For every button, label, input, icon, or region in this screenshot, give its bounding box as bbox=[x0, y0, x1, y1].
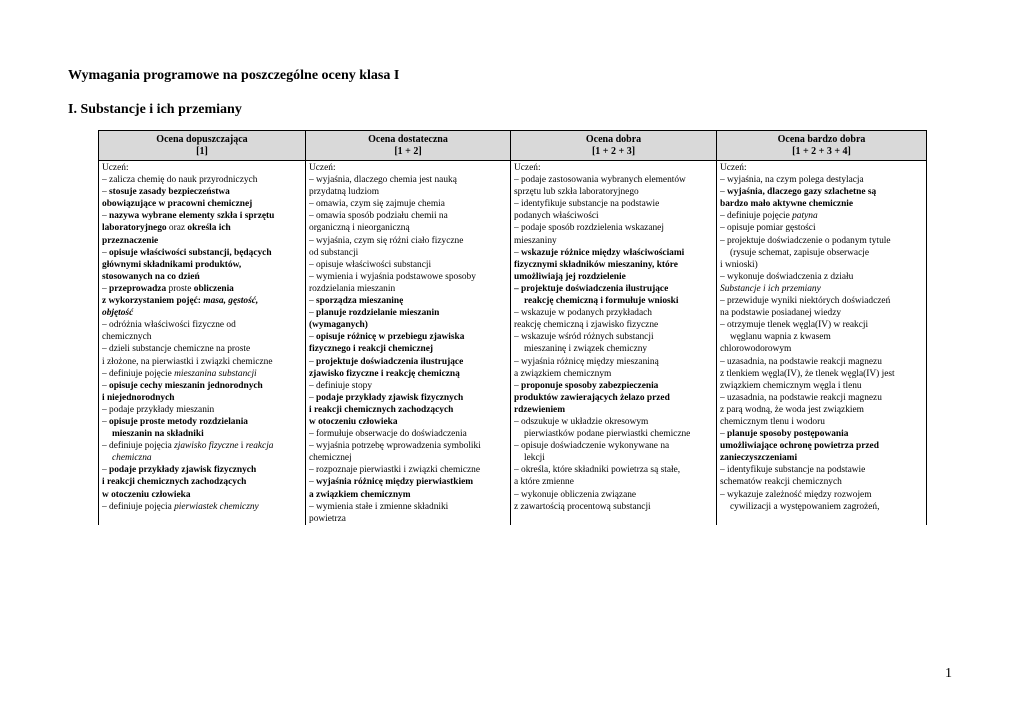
table-header-row bbox=[99, 131, 927, 161]
requirement-line bbox=[102, 428, 302, 440]
requirement-text: masa, gęstość, bbox=[203, 296, 259, 307]
table-row bbox=[99, 161, 927, 525]
requirement-line bbox=[309, 489, 507, 501]
requirement-text: – omawia, czym się zajmuje chemia bbox=[309, 199, 445, 210]
requirement-text: – wskazuje w podanych przykładach bbox=[514, 308, 652, 319]
requirement-text: z tlenkiem węgla(IV), że tlenek węgla(IV) jest bbox=[720, 368, 895, 379]
requirement-text: – uzasadnia, na podstawie reakcji magnezu bbox=[720, 356, 882, 367]
requirement-line bbox=[720, 283, 923, 295]
requirement-line bbox=[309, 259, 507, 271]
page-number: 1 bbox=[945, 666, 952, 681]
requirement-text: w otoczeniu człowieka bbox=[309, 416, 398, 427]
requirement-line bbox=[720, 380, 923, 392]
requirement-line bbox=[720, 186, 923, 198]
grade-code: [1 + 2 + 3] bbox=[591, 145, 636, 157]
requirement-text: – projektuje doświadczenia ilustrujące bbox=[514, 283, 669, 294]
requirement-line bbox=[720, 489, 923, 501]
requirement-line bbox=[102, 489, 302, 501]
requirement-text: mieszaninę i związek chemiczny bbox=[524, 344, 648, 355]
requirement-text: stosuje zasady bezpieczeństwa bbox=[109, 187, 230, 198]
requirement-text: związkiem chemicznym węgla i tlenu bbox=[720, 380, 862, 391]
requirement-line bbox=[102, 319, 302, 331]
requirement-text: – rozpoznaje pierwiastki i związki chemiczne bbox=[309, 465, 481, 476]
requirement-line bbox=[309, 392, 507, 404]
requirement-text: – definiuje pojęcia bbox=[102, 501, 175, 512]
requirement-text: – otrzymuje tlenek węgla(IV) w reakcji bbox=[720, 320, 869, 331]
requirement-line bbox=[514, 368, 713, 380]
requirement-text: zanieczyszczeniami bbox=[720, 453, 798, 464]
requirement-line bbox=[102, 368, 302, 380]
requirement-line bbox=[720, 501, 923, 513]
requirement-text: – uzasadnia, na podstawie reakcji magnezu bbox=[720, 392, 882, 403]
requirement-text: – podaje przykłady mieszanin bbox=[102, 404, 215, 415]
requirement-text: – bbox=[309, 356, 317, 367]
requirement-line bbox=[309, 222, 507, 234]
requirement-line bbox=[102, 380, 302, 392]
requirement-text: – zalicza chemię do nauk przyrodniczych bbox=[102, 175, 258, 186]
requirement-line bbox=[309, 162, 507, 174]
requirement-text: – opisuje pomiar gęstości bbox=[720, 223, 816, 234]
requirement-text: i złożone, na pierwiastki i związki chemiczne bbox=[102, 356, 273, 367]
requirement-text: Uczeń: bbox=[309, 163, 336, 173]
requirement-line bbox=[309, 343, 507, 355]
requirement-line bbox=[309, 235, 507, 247]
requirement-line bbox=[102, 476, 302, 488]
requirement-text: patyna bbox=[792, 211, 818, 222]
requirement-line bbox=[720, 356, 923, 368]
requirement-text: od substancji bbox=[309, 247, 359, 258]
requirement-text: – bbox=[720, 429, 728, 440]
requirement-text: na podstawie posiadanej wiedzy bbox=[720, 308, 842, 319]
requirement-text: – odszukuje w układzie okresowym bbox=[514, 416, 649, 427]
requirement-text: – wykonuje doświadczenia z działu bbox=[720, 271, 854, 282]
requirement-text: – definiuje stopy bbox=[309, 380, 373, 391]
requirement-text: – definiuje pojęcia bbox=[102, 441, 175, 452]
requirement-line bbox=[102, 501, 302, 513]
requirement-text: – identyfikuje substancje na podstawie bbox=[720, 465, 866, 476]
requirement-line bbox=[102, 283, 302, 295]
requirement-line bbox=[309, 307, 507, 319]
requirement-line bbox=[514, 247, 713, 259]
requirement-line bbox=[514, 452, 713, 464]
requirement-text: a związkiem chemicznym bbox=[514, 368, 612, 379]
requirement-text: – definiuje pojęcie bbox=[720, 211, 793, 222]
requirement-text: – projektuje doświadczenie o podanym tytule bbox=[720, 235, 891, 246]
requirement-line bbox=[309, 331, 507, 343]
requirement-text: – bbox=[720, 187, 728, 198]
requirement-line bbox=[514, 307, 713, 319]
requirement-text: organiczną i nieorganiczną bbox=[309, 223, 410, 234]
requirement-text: – bbox=[102, 211, 110, 222]
requirement-line bbox=[514, 489, 713, 501]
column-header-grade-2 bbox=[306, 131, 511, 161]
requirement-text: – bbox=[309, 296, 317, 307]
requirement-text: chemicznym tlenu i wodoru bbox=[720, 416, 825, 427]
requirement-text: rozdzielania mieszanin bbox=[309, 283, 396, 294]
requirement-text: Uczeń: bbox=[102, 163, 129, 173]
requirement-text: – przewiduje wyniki niektórych doświadczeń bbox=[720, 296, 891, 307]
requirement-line bbox=[309, 198, 507, 210]
requirement-text: cywilizacji a występowaniem zagrożeń, bbox=[730, 501, 880, 512]
requirement-text: – bbox=[309, 308, 317, 319]
requirement-line bbox=[309, 186, 507, 198]
requirement-line bbox=[309, 513, 507, 525]
requirement-text: Uczeń: bbox=[720, 163, 747, 173]
requirement-text: węglanu wapnia z kwasem bbox=[730, 332, 831, 343]
requirement-text: – formułuje obserwacje do doświadczenia bbox=[309, 429, 467, 440]
requirement-text: – wskazuje wśród różnych substancji bbox=[514, 332, 654, 343]
requirement-text: pierwiastek chemiczny bbox=[174, 501, 259, 512]
requirement-text: podanych właściwości bbox=[514, 211, 599, 222]
requirement-text: chemicznych bbox=[102, 332, 152, 343]
requirement-text: – bbox=[309, 332, 317, 343]
requirement-text: – podaje zastosowania wybranych elementów bbox=[514, 175, 686, 186]
requirement-line bbox=[514, 235, 713, 247]
requirement-line bbox=[720, 235, 923, 247]
requirement-line bbox=[309, 174, 507, 186]
requirement-line bbox=[720, 222, 923, 234]
requirement-line bbox=[102, 331, 302, 343]
requirement-text: bardzo mało aktywne chemicznie bbox=[720, 199, 854, 210]
requirement-line bbox=[309, 464, 507, 476]
requirement-text: – bbox=[102, 187, 110, 198]
requirement-line bbox=[102, 356, 302, 368]
requirement-text: planuje sposoby postępowania bbox=[727, 429, 849, 440]
requirement-line bbox=[514, 416, 713, 428]
requirement-line bbox=[102, 210, 302, 222]
requirement-text: przeprowadza bbox=[109, 283, 167, 294]
grade-code: [1 + 2 + 3 + 4] bbox=[792, 145, 851, 157]
requirement-line bbox=[102, 235, 302, 247]
requirement-text: Substancje i ich przemiany bbox=[720, 283, 821, 294]
requirement-text: podaje przykłady zjawisk fizycznych bbox=[316, 392, 464, 403]
requirement-line bbox=[102, 416, 302, 428]
requirement-text: fizycznymi składników mieszaniny, które bbox=[514, 259, 678, 270]
requirement-text: umożliwiają jej rozdzielenie bbox=[514, 271, 626, 282]
column-header-grade-1 bbox=[99, 131, 306, 161]
requirement-text: opisuje cechy mieszanin jednorodnych bbox=[109, 380, 263, 391]
requirement-line bbox=[514, 440, 713, 452]
requirement-line bbox=[309, 356, 507, 368]
requirement-text: fizycznego i reakcji chemicznej bbox=[309, 344, 433, 355]
requirement-line bbox=[102, 404, 302, 416]
requirement-text: – odróżnia właściwości fizyczne od bbox=[102, 320, 236, 331]
requirement-line bbox=[309, 476, 507, 488]
requirement-text: – identyfikuje substancje na podstawie bbox=[514, 199, 660, 210]
requirement-text: stosowanych na co dzień bbox=[102, 271, 200, 282]
requirement-text: opisuje właściwości substancji, będących bbox=[109, 247, 272, 258]
requirement-text: reakcję chemiczną i formułuje wnioski bbox=[524, 296, 679, 307]
requirement-text: – wyjaśnia potrzebę wprowadzenia symboliki bbox=[309, 441, 481, 452]
requirement-line bbox=[514, 259, 713, 271]
requirement-line bbox=[102, 198, 302, 210]
requirement-text: i reakcji chemicznych zachodzących bbox=[102, 477, 247, 488]
requirement-text: obliczenia bbox=[193, 283, 234, 294]
requirement-text: nazywa wybrane elementy szkła i sprzętu bbox=[109, 211, 275, 222]
requirement-text: – wyjaśnia różnicę między mieszaniną bbox=[514, 356, 659, 367]
requirement-text: – wyjaśnia, dlaczego chemia jest nauką bbox=[309, 175, 457, 186]
requirement-line bbox=[720, 247, 923, 259]
requirement-text: chemiczna bbox=[112, 453, 152, 464]
requirement-line bbox=[102, 343, 302, 355]
requirement-line bbox=[720, 198, 923, 210]
requirement-text: – wyjaśnia, czym się różni ciało fizyczne bbox=[309, 235, 464, 246]
requirement-line bbox=[309, 271, 507, 283]
requirement-line bbox=[309, 247, 507, 259]
requirement-text: (rysuje schemat, zapisuje obserwacje bbox=[730, 247, 870, 258]
requirement-text: – dzieli substancje chemiczne na proste bbox=[102, 344, 251, 355]
requirement-text: wyjaśnia, dlaczego gazy szlachetne są bbox=[727, 187, 877, 198]
requirement-text: – bbox=[102, 247, 110, 258]
requirement-line bbox=[720, 271, 923, 283]
requirement-line bbox=[720, 174, 923, 186]
requirements-cell-grade-1 bbox=[99, 161, 306, 525]
requirement-line bbox=[514, 174, 713, 186]
requirement-text: wyjaśnia różnicę między pierwiastkiem bbox=[316, 477, 474, 488]
requirement-line bbox=[309, 368, 507, 380]
requirement-text: chlorowodorowym bbox=[720, 344, 792, 355]
requirement-line bbox=[720, 295, 923, 307]
requirement-text: projektuje doświadczenia ilustrujące bbox=[316, 356, 464, 367]
requirement-text: planuje rozdzielanie mieszanin bbox=[316, 308, 440, 319]
requirement-text: sprzętu lub szkła laboratoryjnego bbox=[514, 187, 639, 198]
requirement-text: i wnioski) bbox=[720, 259, 758, 270]
requirement-text: – bbox=[514, 247, 522, 258]
requirement-text: chemicznej bbox=[309, 453, 352, 464]
requirement-text: zjawisko fizyczne bbox=[174, 441, 239, 452]
requirement-text: mieszanina substancji bbox=[174, 368, 257, 379]
requirement-line bbox=[102, 464, 302, 476]
requirement-line bbox=[514, 210, 713, 222]
requirement-text: reakcję chemiczną i zjawisko fizyczne bbox=[514, 320, 659, 331]
requirement-line bbox=[514, 295, 713, 307]
requirements-table bbox=[98, 130, 927, 525]
requirement-line bbox=[102, 222, 302, 234]
requirement-text: proponuje sposoby zabezpieczenia bbox=[521, 380, 659, 391]
requirement-text: schematów reakcji chemicznych bbox=[720, 477, 842, 488]
requirement-text: laboratoryjnego bbox=[102, 223, 167, 234]
requirements-cell-grade-4 bbox=[717, 161, 927, 525]
requirement-text: reakcja bbox=[245, 441, 274, 452]
requirement-line bbox=[720, 162, 923, 174]
requirement-text: – bbox=[102, 283, 110, 294]
grade-name: Ocena bardzo dobra bbox=[777, 133, 866, 145]
requirement-text: określa ich bbox=[187, 223, 231, 234]
requirement-line bbox=[720, 428, 923, 440]
requirement-line bbox=[514, 392, 713, 404]
column-header-grade-3 bbox=[511, 131, 717, 161]
requirement-line bbox=[720, 307, 923, 319]
requirement-text: Uczeń: bbox=[514, 163, 541, 173]
requirement-line bbox=[309, 428, 507, 440]
requirement-line bbox=[720, 319, 923, 331]
requirement-line bbox=[309, 319, 507, 331]
requirement-text: a związkiem chemicznym bbox=[309, 489, 411, 500]
requirement-line bbox=[514, 198, 713, 210]
requirement-text: z zawartością procentową substancji bbox=[514, 501, 651, 512]
requirement-text: – bbox=[309, 477, 317, 488]
grade-name: Ocena dopuszczająca bbox=[156, 133, 248, 145]
requirement-text: – omawia sposób podziału chemii na bbox=[309, 211, 448, 222]
requirement-line bbox=[102, 452, 302, 464]
requirement-line bbox=[514, 380, 713, 392]
requirement-line bbox=[102, 440, 302, 452]
requirement-line bbox=[514, 319, 713, 331]
requirement-text: wskazuje różnice między właściwościami bbox=[521, 247, 685, 258]
requirement-line bbox=[720, 440, 923, 452]
requirement-line bbox=[102, 392, 302, 404]
requirement-line bbox=[720, 476, 923, 488]
requirement-text: przydatną ludziom bbox=[309, 187, 380, 198]
requirement-line bbox=[102, 162, 302, 174]
requirement-line bbox=[720, 331, 923, 343]
requirement-text: – wymienia stałe i zmienne składniki bbox=[309, 501, 449, 512]
requirement-text: – bbox=[102, 465, 110, 476]
requirement-line bbox=[102, 307, 302, 319]
requirement-line bbox=[720, 464, 923, 476]
requirement-text: opisuje różnicę w przebiegu zjawiska bbox=[316, 332, 465, 343]
document-title: Wymagania programowe na poszczególne oceny klasa I bbox=[68, 68, 400, 83]
requirement-text: sporządza mieszaninę bbox=[316, 296, 404, 307]
requirement-text: – definiuje pojęcie bbox=[102, 368, 175, 379]
requirement-text: lekcji bbox=[524, 453, 545, 464]
requirement-text: produktów zawierających żelazo przed bbox=[514, 392, 670, 403]
requirement-line bbox=[102, 247, 302, 259]
requirement-text: powietrza bbox=[309, 513, 346, 524]
requirement-text: rdzewieniem bbox=[514, 404, 566, 415]
requirement-line bbox=[309, 210, 507, 222]
requirement-text: głównymi składnikami produktów, bbox=[102, 259, 242, 270]
requirement-text: z wykorzystaniem pojęć: bbox=[102, 296, 204, 307]
requirement-line bbox=[720, 416, 923, 428]
requirement-line bbox=[309, 440, 507, 452]
requirement-line bbox=[514, 343, 713, 355]
requirement-line bbox=[514, 476, 713, 488]
requirement-line bbox=[514, 404, 713, 416]
requirement-line bbox=[514, 464, 713, 476]
requirement-line bbox=[514, 271, 713, 283]
requirement-line bbox=[720, 404, 923, 416]
grade-code: [1] bbox=[196, 145, 208, 157]
requirement-text: – określa, które składniki powietrza są stałe, bbox=[514, 465, 681, 476]
requirement-line bbox=[102, 174, 302, 186]
requirement-text: pierwiastków podane pierwiastki chemiczne bbox=[524, 429, 691, 440]
requirement-line bbox=[514, 186, 713, 198]
requirement-line bbox=[720, 210, 923, 222]
requirement-line bbox=[102, 259, 302, 271]
requirement-text: i bbox=[238, 441, 246, 452]
requirement-text: – wykazuje zależność między rozwojem bbox=[720, 489, 872, 500]
requirement-line bbox=[102, 186, 302, 198]
requirement-text: proste bbox=[166, 283, 194, 294]
requirements-cell-grade-2 bbox=[306, 161, 511, 525]
requirement-text: obowiązujące w pracowni chemicznej bbox=[102, 199, 253, 210]
requirement-text: – podaje sposób rozdzielenia wskazanej bbox=[514, 223, 664, 234]
requirement-text: – bbox=[309, 392, 317, 403]
requirement-text: i reakcji chemicznych zachodzących bbox=[309, 404, 454, 415]
requirement-text: oraz bbox=[166, 223, 188, 234]
requirement-line bbox=[720, 259, 923, 271]
column-header-grade-4 bbox=[717, 131, 927, 161]
requirement-text: – bbox=[514, 380, 522, 391]
requirement-line bbox=[309, 380, 507, 392]
grade-code: [1 + 2] bbox=[394, 145, 422, 157]
requirement-text: mieszaniny bbox=[514, 235, 557, 246]
requirement-line bbox=[514, 501, 713, 513]
requirement-line bbox=[309, 404, 507, 416]
requirement-text: podaje przykłady zjawisk fizycznych bbox=[109, 465, 257, 476]
requirement-text: objętość bbox=[102, 308, 134, 319]
section-title: I. Substancje i ich przemiany bbox=[68, 102, 242, 117]
requirement-text: – bbox=[102, 416, 110, 427]
requirement-line bbox=[514, 222, 713, 234]
requirement-line bbox=[309, 295, 507, 307]
requirement-text: – wykonuje obliczenia związane bbox=[514, 489, 637, 500]
requirement-text: a które zmienne bbox=[514, 477, 574, 488]
requirement-line bbox=[514, 356, 713, 368]
requirement-line bbox=[514, 428, 713, 440]
requirement-line bbox=[102, 271, 302, 283]
requirement-line bbox=[309, 283, 507, 295]
grade-name: Ocena dobra bbox=[585, 133, 642, 145]
requirement-line bbox=[102, 295, 302, 307]
requirement-line bbox=[309, 501, 507, 513]
requirement-text: – bbox=[102, 380, 110, 391]
requirement-line bbox=[720, 392, 923, 404]
requirement-text: – wymienia i wyjaśnia podstawowe sposoby bbox=[309, 271, 476, 282]
requirement-text: – wyjaśnia, na czym polega destylacja bbox=[720, 175, 864, 186]
requirement-text: mieszanin na składniki bbox=[112, 429, 204, 440]
requirement-text: (wymaganych) bbox=[309, 320, 368, 331]
requirement-line bbox=[720, 343, 923, 355]
requirement-line bbox=[720, 368, 923, 380]
requirement-line bbox=[309, 452, 507, 464]
requirement-text: zjawisko fizyczne i reakcję chemiczną bbox=[309, 368, 460, 379]
requirement-line bbox=[514, 162, 713, 174]
requirement-line bbox=[514, 331, 713, 343]
requirement-text: z parą wodną, że woda jest związkiem bbox=[720, 404, 864, 415]
requirement-line bbox=[720, 452, 923, 464]
requirement-text: – opisuje doświadczenie wykonywane na bbox=[514, 441, 670, 452]
grade-name: Ocena dostateczna bbox=[368, 133, 448, 145]
requirement-line bbox=[514, 283, 713, 295]
requirement-text: i niejednorodnych bbox=[102, 392, 175, 403]
requirement-text: przeznaczenie bbox=[102, 235, 159, 246]
requirement-text: w otoczeniu człowieka bbox=[102, 489, 191, 500]
requirement-text: – opisuje właściwości substancji bbox=[309, 259, 432, 270]
requirement-text: umożliwiające ochronę powietrza przed bbox=[720, 441, 879, 452]
requirement-text: opisuje proste metody rozdzielania bbox=[109, 416, 248, 427]
requirement-line bbox=[309, 416, 507, 428]
requirements-cell-grade-3 bbox=[511, 161, 717, 525]
